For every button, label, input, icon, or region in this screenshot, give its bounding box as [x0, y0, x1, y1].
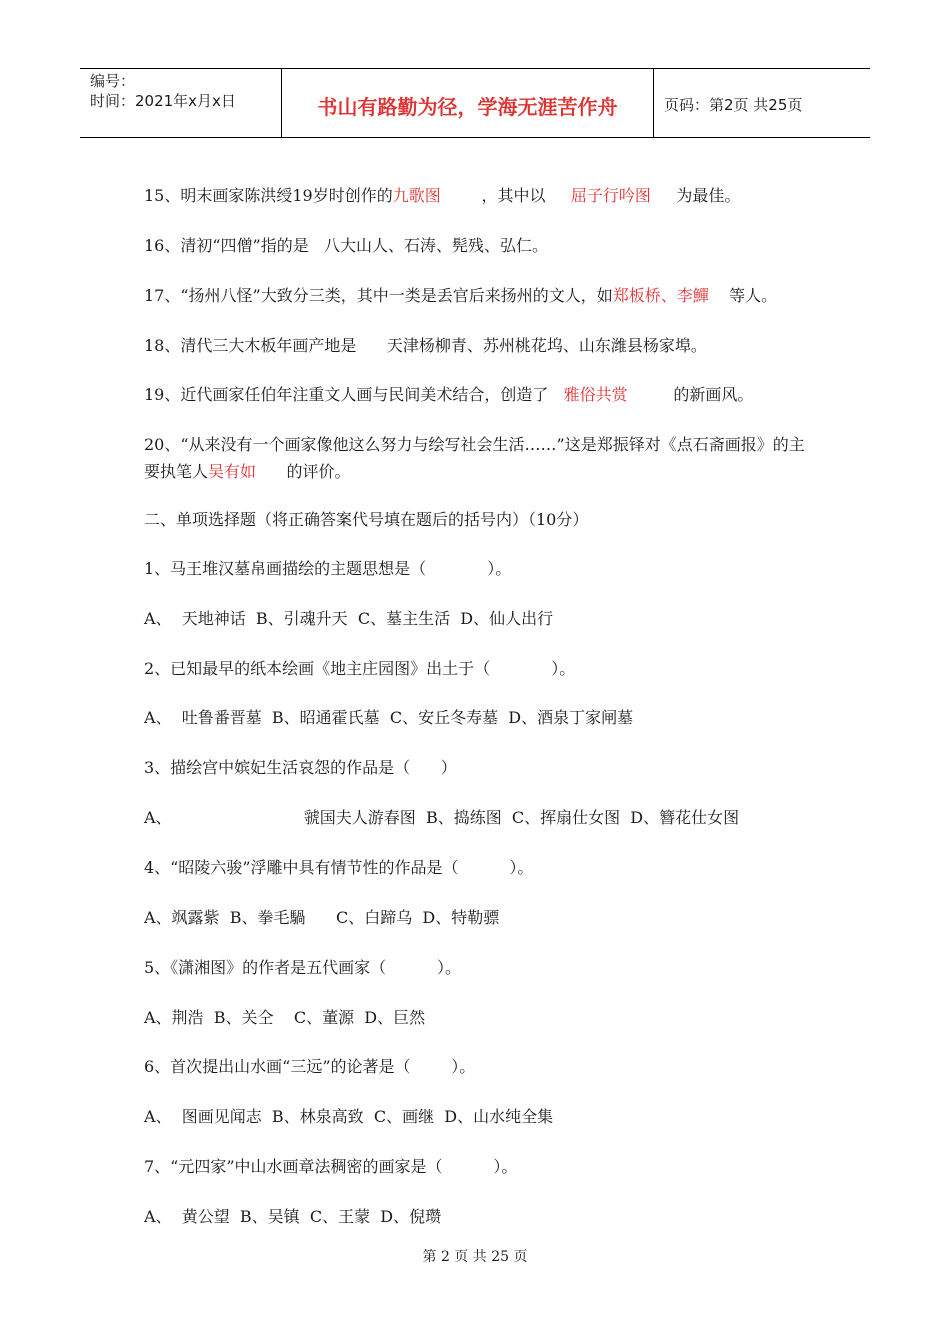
serial-label: 编号： — [90, 72, 136, 90]
section-2-heading: 二、单项选择题（将正确答案代号填在题后的括号内）（10分） — [144, 510, 589, 529]
page-header — [80, 68, 870, 138]
header-meta — [80, 69, 282, 137]
choice-options-4: A、飒露紫 B、拳毛騧 C、白蹄乌 D、特勒骠 — [144, 908, 500, 927]
page-footer: 第 2 页 共 25 页 — [422, 1249, 528, 1265]
choice-options-3: A、 虢国夫人游春图 B、捣练图 C、挥扇仕女图 D、簪花仕女图 — [144, 808, 740, 827]
time-label: 时间：2021年x月x日 — [90, 92, 236, 110]
choice-question-7: 7、“元四家”中山水画章法稠密的画家是（ ）。 — [144, 1157, 518, 1176]
question-20: 20、“从来没有一个画家像他这么努力与绘写社会生活……”这是郑振铎对《点石斋画报》的主要执笔人吴有如 的评价。 — [144, 435, 805, 481]
choice-options-5: A、荆浩 B、关仝 C、董源 D、巨然 — [144, 1008, 426, 1027]
choice-options-1: A、 天地神话 B、引魂升天 C、墓主生活 D、仙人出行 — [144, 609, 554, 628]
question-17: 17、“扬州八怪”大致分三类，其中一类是丢官后来扬州的文人，如郑板桥、李鱓 等人。 — [144, 286, 778, 305]
answer-text: 郑板桥、李鱓 — [612, 286, 709, 305]
answer-text: 九歌图 — [392, 186, 441, 205]
answer-text: 雅俗共赏 — [563, 385, 628, 404]
choice-options-2: A、 吐鲁番晋墓 B、昭通霍氏墓 C、安丘冬寿墓 D、酒泉丁家闸墓 — [144, 708, 634, 727]
choice-question-5: 5、《潇湘图》的作者是五代画家（ ）。 — [144, 958, 462, 977]
question-18: 18、清代三大木板年画产地是 天津杨柳青、苏州桃花坞、山东潍县杨家埠。 — [144, 336, 707, 355]
answer-text: 吴有如 — [208, 462, 257, 481]
question-16: 16、清初“四僧”指的是 八大山人、石涛、髡残、弘仁。 — [144, 236, 548, 255]
question-15: 15、明末画家陈洪绶19岁时创作的九歌图 ，其中以 屈子行吟图 为最佳。 — [144, 186, 741, 205]
choice-question-3: 3、描绘宫中嫔妃生活哀怨的作品是（ ） — [144, 758, 457, 777]
choice-question-1: 1、马王堆汉墓帛画描绘的主题思想是（ ）。 — [144, 559, 512, 578]
header-motto: 书山有路勤为径，学海无涯苦作舟 — [282, 69, 654, 137]
choice-options-7: A、 黄公望 B、吴镇 C、王蒙 D、倪瓒 — [144, 1207, 442, 1226]
answer-text: 屈子行吟图 — [570, 186, 651, 205]
choice-question-6: 6、首次提出山水画“三远”的论著是（ ）。 — [144, 1057, 476, 1076]
question-19: 19、近代画家任伯年注重文人画与民间美术结合，创造了 雅俗共赏 的新画风。 — [144, 385, 754, 404]
choice-question-4: 4、“昭陵六骏”浮雕中具有情节性的作品是（ ）。 — [144, 858, 534, 877]
choice-options-6: A、 图画见闻志 B、林泉高致 C、画继 D、山水纯全集 — [144, 1107, 554, 1126]
header-page-info: 页码：第2页 共25页 — [664, 95, 803, 114]
choice-question-2: 2、已知最早的纸本绘画《地主庄园图》出土于（ ）。 — [144, 659, 576, 678]
